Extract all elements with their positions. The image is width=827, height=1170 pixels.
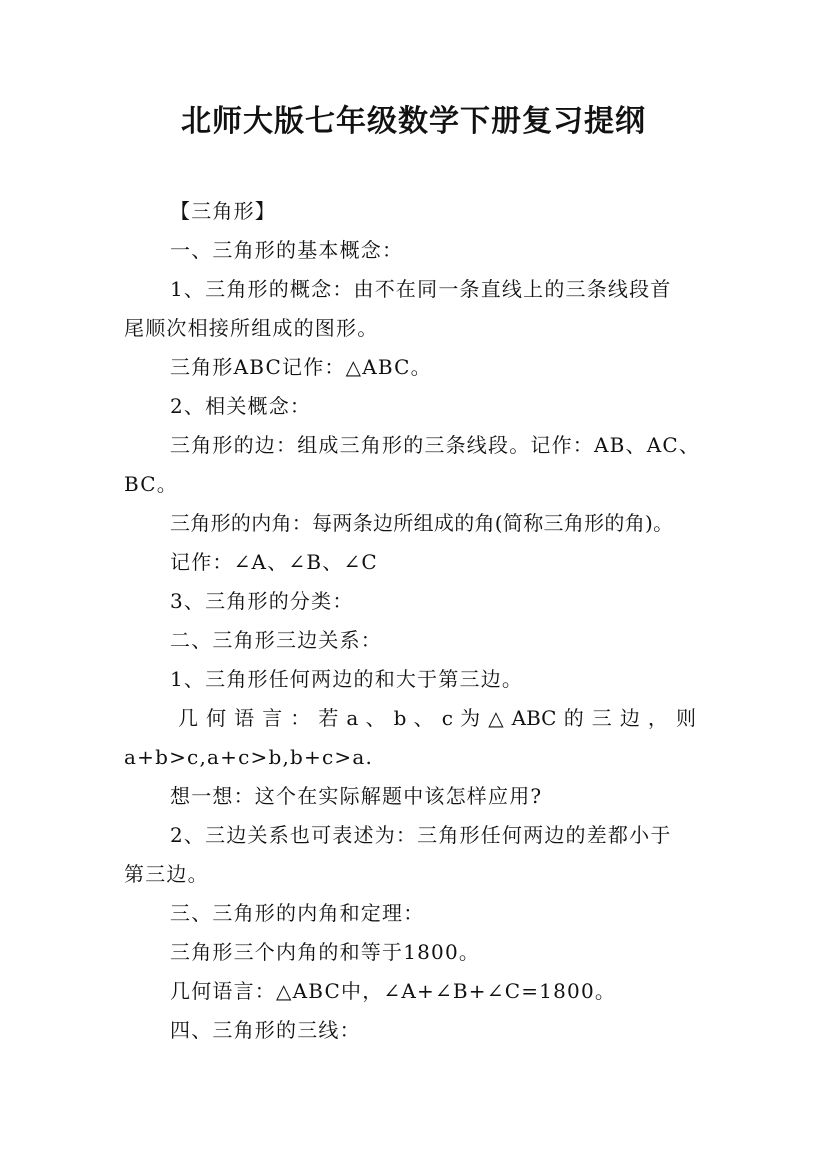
heading-side-relations: 二、三角形三边关系： [170, 628, 382, 652]
paragraph-line: 记作：∠A、∠B、∠C [170, 550, 378, 574]
document-title: 北师大版七年级数学下册复习提纲 [181, 104, 646, 139]
paragraph-line: 想一想：这个在实际解题中该怎样应用? [170, 784, 543, 808]
paragraph-line: a+b>c,a+c>b,b+c>a. [124, 745, 374, 769]
paragraph-line: 1、三角形的概念：由不在同一条直线上的三条线段首 [170, 277, 672, 301]
paragraph-line: 第三边。 [124, 862, 209, 886]
paragraph-line: 三角形的内角：每两条边所组成的角(简称三角形的角)。 [170, 511, 674, 535]
paragraph-line: 三角形ABC记作：△ABC。 [170, 355, 432, 379]
paragraph-line: 三角形三个内角的和等于1800。 [170, 940, 481, 964]
paragraph-line: 2、三边关系也可表述为：三角形任何两边的差都小于 [170, 823, 672, 847]
paragraph-line: BC。 [124, 472, 178, 496]
section-heading-triangle: 【三角形】 [170, 199, 276, 223]
paragraph-line: 三角形的边：组成三角形的三条线段。记作：AB、AC、 [170, 433, 701, 457]
heading-basic-concepts: 一、三角形的基本概念： [170, 238, 404, 262]
heading-three-lines: 四、三角形的三线： [170, 1018, 361, 1042]
paragraph-line: 2、相关概念： [170, 394, 312, 418]
paragraph-line: 几 何 语 言 ： 若 a 、 b 、 c 为 △ ABC 的 三 边 ， 则 [178, 706, 696, 730]
paragraph-line: 尾顺次相接所组成的图形。 [124, 316, 379, 340]
paragraph-line: 1、三角形任何两边的和大于第三边。 [170, 667, 524, 691]
heading-angle-sum-theorem: 三、三角形的内角和定理： [170, 901, 425, 925]
paragraph-line: 3、三角形的分类： [170, 589, 354, 613]
paragraph-line: 几何语言：△ABC中，∠A+∠B+∠C=1800。 [170, 979, 617, 1003]
